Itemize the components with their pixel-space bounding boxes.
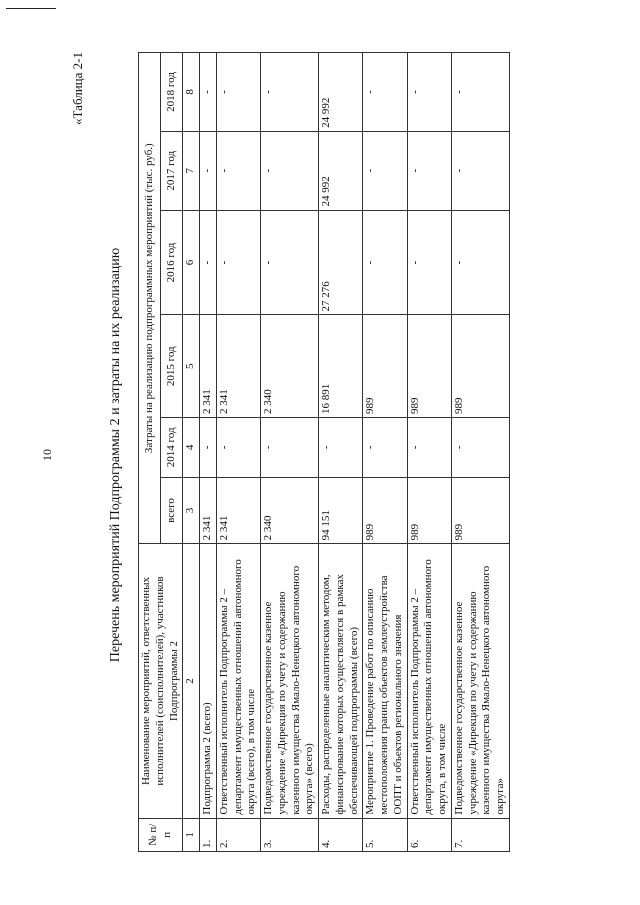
row-2014: -	[200, 418, 217, 478]
row-num: 1.	[200, 818, 217, 851]
header-2016: 2016 год	[161, 210, 183, 315]
rotated-page	[40, 40, 600, 870]
page-number: 10	[40, 449, 54, 461]
row-2018: -	[451, 53, 509, 132]
row-2018: -	[407, 53, 451, 132]
header-2015: 2015 год	[161, 315, 183, 418]
header-num: № п/п	[139, 818, 183, 851]
col-num: 2	[183, 544, 200, 818]
row-num: 3.	[261, 818, 319, 851]
row-2017: -	[363, 131, 407, 210]
col-num: 7	[183, 131, 200, 210]
table-title: Перечень мероприятий Подпрограммы 2 и затраты на их реализацию	[108, 247, 123, 663]
row-2017: 24 992	[319, 131, 363, 210]
row-total: 2 340	[261, 477, 319, 544]
top-rule	[6, 8, 56, 9]
row-2016: -	[216, 210, 260, 315]
row-2018: 24 992	[319, 53, 363, 132]
col-num: 4	[183, 418, 200, 478]
row-2015: 16 891	[319, 315, 363, 418]
row-2018: -	[363, 53, 407, 132]
row-2016: -	[261, 210, 319, 315]
col-num: 8	[183, 53, 200, 132]
col-num: 5	[183, 315, 200, 418]
row-2015: 2 341	[200, 315, 217, 418]
row-2017: -	[451, 131, 509, 210]
row-2018: -	[261, 53, 319, 132]
header-2017: 2017 год	[161, 131, 183, 210]
row-2014: -	[363, 418, 407, 478]
header-total: всего	[161, 477, 183, 544]
row-total: 94 151	[319, 477, 363, 544]
table-row	[261, 53, 319, 852]
row-2014: -	[407, 418, 451, 478]
row-num: 7.	[451, 818, 509, 851]
row-name: Подведомственное государственное казенное учреждение «Дирекция по учету и содержанию казенного имущества Ямало-Ненецкого автономного округа» (всего)	[261, 544, 319, 818]
row-name: Расходы, распределенные аналитическим методом, финансирование которых осуществляется в рамках обеспечивающей подпрограммы (всего)	[319, 544, 363, 818]
row-2017: -	[200, 131, 217, 210]
row-2015: 989	[363, 315, 407, 418]
header-2018: 2018 год	[161, 53, 183, 132]
row-2016: -	[407, 210, 451, 315]
row-total: 989	[363, 477, 407, 544]
row-num: 4.	[319, 818, 363, 851]
table-row	[407, 53, 451, 852]
header-name: Наименование мероприятий, ответственных исполнителей (соисполнителей), участников Подпрограммы 2	[139, 544, 183, 818]
column-numbers-row	[183, 53, 200, 852]
row-2014: -	[261, 418, 319, 478]
row-name: Ответственный исполнитель Подпрограммы 2 – департамент имущественных отношений автономного округа (всего), в том числе	[216, 544, 260, 818]
row-2017: -	[407, 131, 451, 210]
row-2014: -	[451, 418, 509, 478]
table-row	[216, 53, 260, 852]
row-name: Ответственный исполнитель Подпрограммы 2 – департамент имущественных отношений автономного округа, в том числе	[407, 544, 451, 818]
row-2018: -	[216, 53, 260, 132]
costs-table	[138, 52, 510, 852]
header-costs: Затраты на реализацию подпрограммных мероприятий (тыс. руб.)	[139, 53, 161, 544]
row-2014: -	[319, 418, 363, 478]
row-num: 5.	[363, 818, 407, 851]
row-total: 989	[451, 477, 509, 544]
row-2015: 2 341	[216, 315, 260, 418]
header-2014: 2014 год	[161, 418, 183, 478]
row-2015: 989	[407, 315, 451, 418]
row-total: 989	[407, 477, 451, 544]
row-2016: -	[200, 210, 217, 315]
row-2017: -	[261, 131, 319, 210]
row-2016: 27 276	[319, 210, 363, 315]
row-2016: -	[363, 210, 407, 315]
row-2018: -	[200, 53, 217, 132]
table-row	[451, 53, 509, 852]
row-name: Мероприятие 1. Проведение работ по описанию местоположения границ объектов землеустройства ООПТ и объектов регионального значения	[363, 544, 407, 818]
col-num: 1	[183, 818, 200, 851]
row-name: Подведомственное государственное казенное учреждение «Дирекция по учету и содержанию казенного имущества Ямало-Ненецкого автономного округа»	[451, 544, 509, 818]
table-row	[200, 53, 217, 852]
row-num: 6.	[407, 818, 451, 851]
col-num: 3	[183, 477, 200, 544]
row-total: 2 341	[200, 477, 217, 544]
row-2015: 989	[451, 315, 509, 418]
row-name: Подпрограмма 2 (всего)	[200, 544, 217, 818]
row-2015: 2 340	[261, 315, 319, 418]
row-2014: -	[216, 418, 260, 478]
table-reference: «Таблица 2-1	[70, 52, 85, 125]
table-row	[319, 53, 363, 852]
col-num: 6	[183, 210, 200, 315]
row-2017: -	[216, 131, 260, 210]
table-row	[363, 53, 407, 852]
row-2016: -	[451, 210, 509, 315]
row-total: 2 341	[216, 477, 260, 544]
row-num: 2.	[216, 818, 260, 851]
